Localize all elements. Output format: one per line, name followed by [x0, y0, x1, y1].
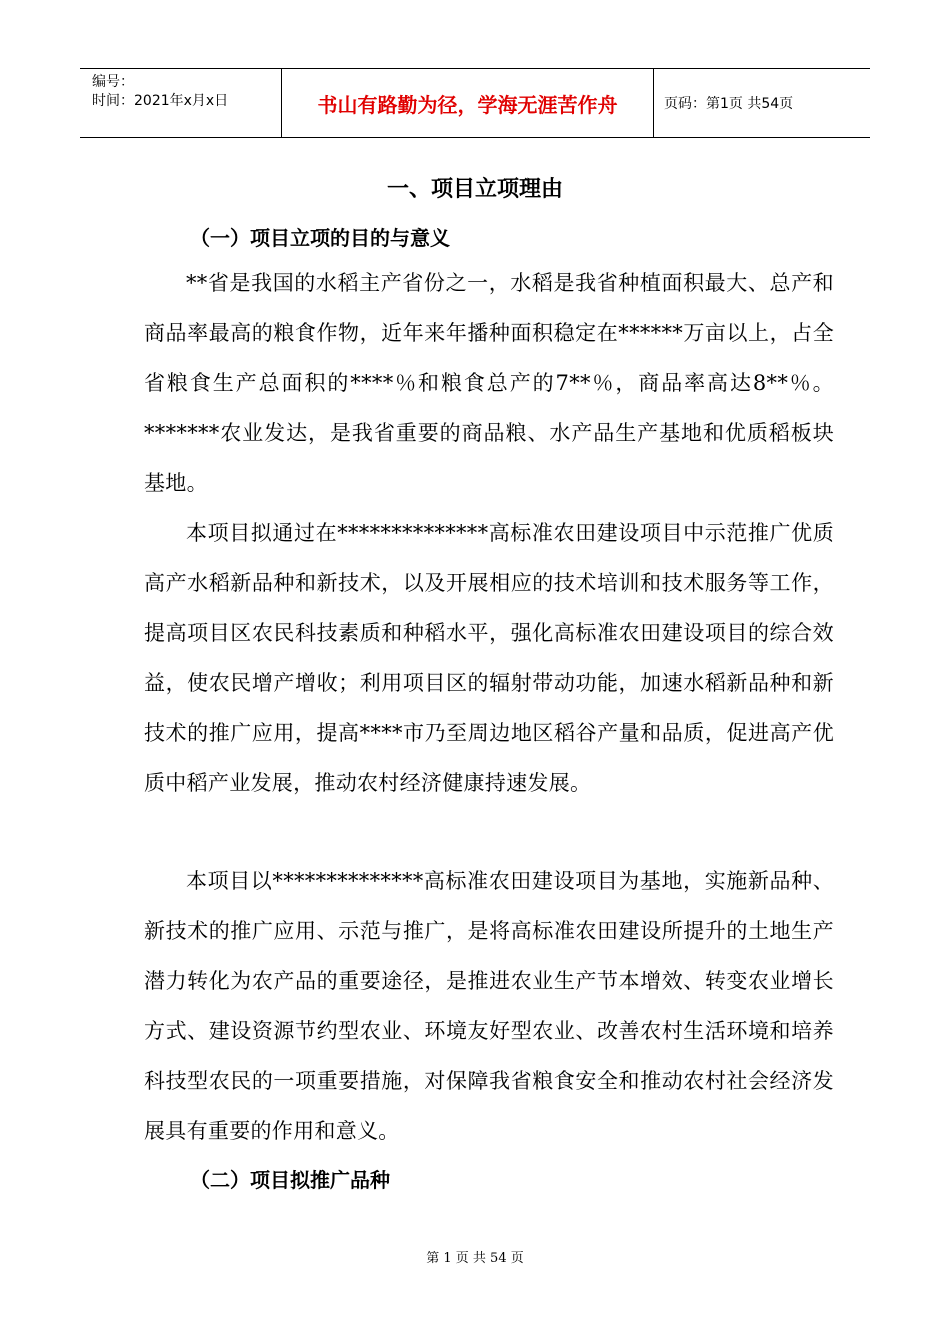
page-footer: 第 1 页 共 54 页: [426, 1251, 524, 1266]
document-date: 时间：2021年x月x日: [92, 93, 229, 109]
paragraph-3: 本项目以**************高标准农田建设项目为基地，实施新品种、新技术的推广应用、示范与推广，是将高标准农田建设所提升的土地生产潜力转化为农产品的重要途径，是推进农业生产节本增效、转变农业增长方式、建设资源节约型农业、环境友好型农业、改善农村生活环境和培养科技型农民的一项重要措施，对保障我省粮食安全和推动农村社会经济发展具有重要的作用和意义。: [144, 869, 834, 1143]
section-heading-purpose: （一）项目立项的目的与意义: [190, 226, 450, 250]
document-title: 一、项目立项理由: [386, 177, 563, 202]
header-page-info: 页码：第1页 共54页: [664, 96, 794, 112]
document-number-label: 编号：: [92, 74, 134, 90]
paragraph-1: **省是我国的水稻主产省份之一，水稻是我省种植面积最大、总产和商品率最高的粮食作物，近年来年播种面积稳定在******万亩以上，占全省粮食生产总面积的****％和粮食总产的7**％，商品率高达8**％。*******农业发达，是我省重要的商品粮、水产品生产基地和优质稻板块基地。: [144, 271, 834, 495]
paragraph-2: 本项目拟通过在**************高标准农田建设项目中示范推广优质高产水稻新品种和新技术，以及开展相应的技术培训和技术服务等工作，提高项目区农民科技素质和种稻水平，强化高标准农田建设项目的综合效益，使农民增产增收；利用项目区的辐射带动功能，加速水稻新品种和新技术的推广应用，提高****市乃至周边地区稻谷产量和品质，促进高产优质中稻产业发展，推动农村经济健康持速发展。: [144, 521, 834, 795]
section-heading-varieties: （二）项目拟推广品种: [190, 1168, 390, 1192]
page-header: [80, 68, 870, 138]
header-motto: 书山有路勤为径，学海无涯苦作舟: [282, 69, 654, 137]
header-meta: [80, 69, 282, 137]
